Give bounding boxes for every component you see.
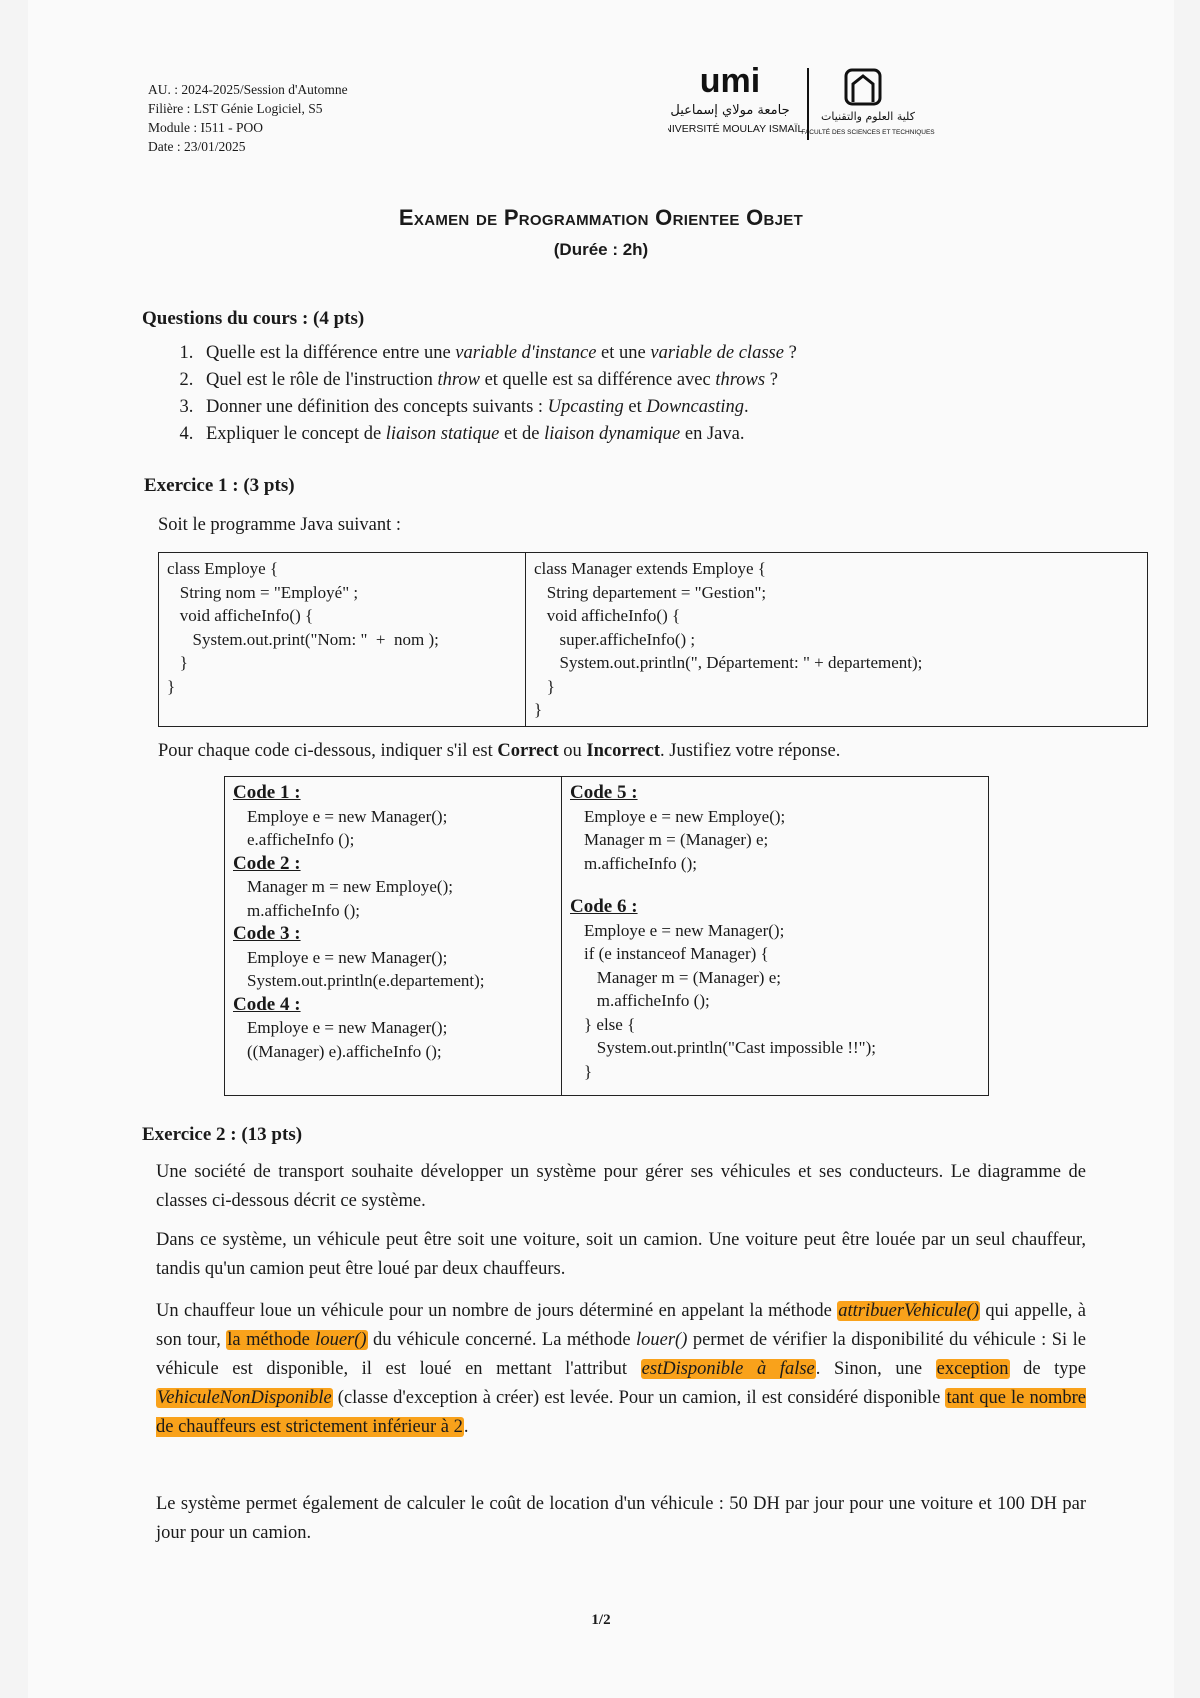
highlight-attribuer-vehicule: attribuerVehicule() [838,1301,979,1321]
highlight-vehicule-non-disponible: VehiculeNonDisponible [157,1388,332,1408]
code-line: class Manager extends Employe { [534,559,766,578]
instruction-correct: Correct [497,741,559,761]
instruction-incorrect: Incorrect [586,741,660,761]
codes-right-cell [562,777,989,1096]
code-line: Employe e = new Manager(); [247,806,448,826]
question-item: 4. Expliquer le concept de liaison statique et de liaison dynamique en Java. [198,421,797,448]
university-logos [668,62,1028,152]
highlight-est-disponible: estDisponible à false [641,1359,815,1379]
svg-text:UNIVERSITÉ MOULAY ISMAÏL: UNIVERSITÉ MOULAY ISMAÏL [668,123,804,135]
exercice2-paragraph: Dans ce système, un véhicule peut être soit une voiture, soit un camion. Une voiture peut être louée par un seul chauffeur, tandis qu'un camion peut être loué par deux chauffeurs. [156,1230,1086,1279]
highlight-methode-louer [226,1330,367,1350]
codes-left-cell [225,777,562,1096]
code-title: Code 6 : [570,896,638,917]
exam-metadata [148,80,348,156]
instruction-text: ou [558,741,587,761]
para-text: (classe d'exception à créer) est levée. Pour un camion, il est considéré disponible [332,1388,946,1408]
code-line: Manager m = (Manager) e; [584,967,781,987]
question-item: 2. Quel est le rôle de l'instruction throw et quelle est sa différence avec throws ? [198,367,797,394]
code-line: } [167,653,188,672]
code-title: Code 3 : [233,923,301,944]
code-snippets-table [224,776,989,1096]
code-title: Code 2 : [233,852,301,874]
umi-fst-logo [668,62,1028,152]
page-number: 1/2 [591,1612,611,1628]
svg-text:كلية العلوم والتقنيات: كلية العلوم والتقنيات [821,110,915,123]
section-heading-questions: Questions du cours : (4 pts) [142,308,365,329]
code-line: m.afficheInfo (); [584,853,697,873]
code-line: e.afficheInfo (); [247,830,355,849]
highlight-condition-camion: tant que le nombre de chauffeurs est strictement inférieur à 2 [156,1388,1086,1437]
code-line: void afficheInfo() { [534,606,681,625]
code-line: ((Manager) e).afficheInfo (); [247,1041,442,1061]
code-line: super.afficheInfo() ; [534,629,696,649]
code-title: Code 5 : [570,782,638,803]
class-employe-cell [159,553,526,727]
code-line: class Employe { [167,559,279,578]
para-text: qui appelle, à son tour, [156,1301,1086,1350]
question-item: 3. Donner une définition des concepts suivants : Upcasting et Downcasting. [198,394,797,421]
meta-line: Filière : LST Génie Logiciel, S5 [148,101,323,116]
meta-line: AU. : 2024-2025/Session d'Automne [148,82,348,97]
svg-text:umi: umi [699,62,761,100]
class-definitions-table [158,552,1148,727]
meta-line: Module : I511 - POO [148,120,263,135]
para-text: . [463,1417,469,1437]
para-text: Un chauffeur loue un véhicule pour un nombre de jours déterminé en appelant la méthode [156,1301,838,1321]
svg-text:FACULTÉ DES SCIENCES ET TECHNI: FACULTÉ DES SCIENCES ET TECHNIQUES [801,129,935,136]
code-line: } [167,676,176,696]
code-line: m.afficheInfo (); [247,900,360,920]
highlight-exception: exception [936,1359,1009,1379]
code-line: System.out.println(", Département: " + departement); [534,653,923,672]
para-text: de type [1009,1359,1087,1379]
question-item: 1. Quelle est la différence entre une variable d'instance et une variable de classe ? [198,340,797,367]
code-line: System.out.println("Cast impossible !!"); [584,1038,877,1057]
code-line: Manager m = new Employe(); [247,877,453,896]
code-line: String nom = "Employé" ; [167,582,359,602]
exercice2-paragraph-highlighted [156,1297,1086,1442]
exam-page [28,0,1174,1698]
code-line: Employe e = new Manager(); [247,947,448,967]
code-line: } [584,1061,593,1081]
para-text: la méthode [227,1330,316,1350]
code-line: if (e instanceof Manager) { [584,944,769,963]
exam-title: Examen de Programmation Orientee Objet [398,205,804,230]
instruction-text: . Justifiez votre réponse. [660,741,841,761]
code-title: Code 4 : [233,993,301,1015]
code-line: Employe e = new Manager(); [584,920,785,940]
code-line: System.out.println(e.departement); [247,971,485,990]
code-line: System.out.print("Nom: " + nom ); [167,629,439,649]
meta-line: Date : 23/01/2025 [148,139,246,154]
exercice2-paragraph: Le système permet également de calculer le coût de location d'un véhicule : 50 DH par jour pour une voiture et 100 DH par jour pour un camion. [156,1494,1086,1543]
exam-duration: (Durée : 2h) [553,240,649,259]
code-title: Code 1 : [233,782,301,803]
exercice2-paragraph: Une société de transport souhaite développer un système pour gérer ses véhicules et ses conducteurs. Le diagramme de classes ci-dessous décrit ce système. [156,1162,1086,1211]
section-heading-exercice2: Exercice 2 : (13 pts) [142,1124,303,1145]
exercice1-instruction [158,736,840,766]
exercice1-intro: Soit le programme Java suivant : [158,515,402,535]
code-line: Employe e = new Employe(); [584,806,786,826]
questions-list [144,340,797,448]
para-text: louer() [636,1330,688,1350]
class-manager-cell [526,553,1148,727]
section-heading-exercice1: Exercice 1 : (3 pts) [144,475,295,496]
code-line: String departement = "Gestion"; [534,582,767,602]
code-line: Employe e = new Manager(); [247,1018,448,1037]
para-text: . Sinon, une [815,1359,936,1379]
code-line: } [534,676,555,696]
code-line: } [534,700,543,719]
code-line: m.afficheInfo (); [584,991,710,1010]
svg-text:جامعة مولاي إسماعيل: جامعة مولاي إسماعيل [670,103,790,118]
para-text: louer() [315,1330,367,1350]
code-line: Manager m = (Manager) e; [584,830,769,849]
code-line: } else { [584,1014,636,1034]
code-line: void afficheInfo() { [167,606,314,625]
para-text: permet de vérifier la disponibilité du véhicule : Si le véhicule est disponible, il est loué en mettant l'attribut [156,1330,1086,1379]
instruction-text: Pour chaque code ci-dessous, indiquer s'il est [158,741,498,761]
para-text: du véhicule concerné. La méthode [367,1330,636,1350]
